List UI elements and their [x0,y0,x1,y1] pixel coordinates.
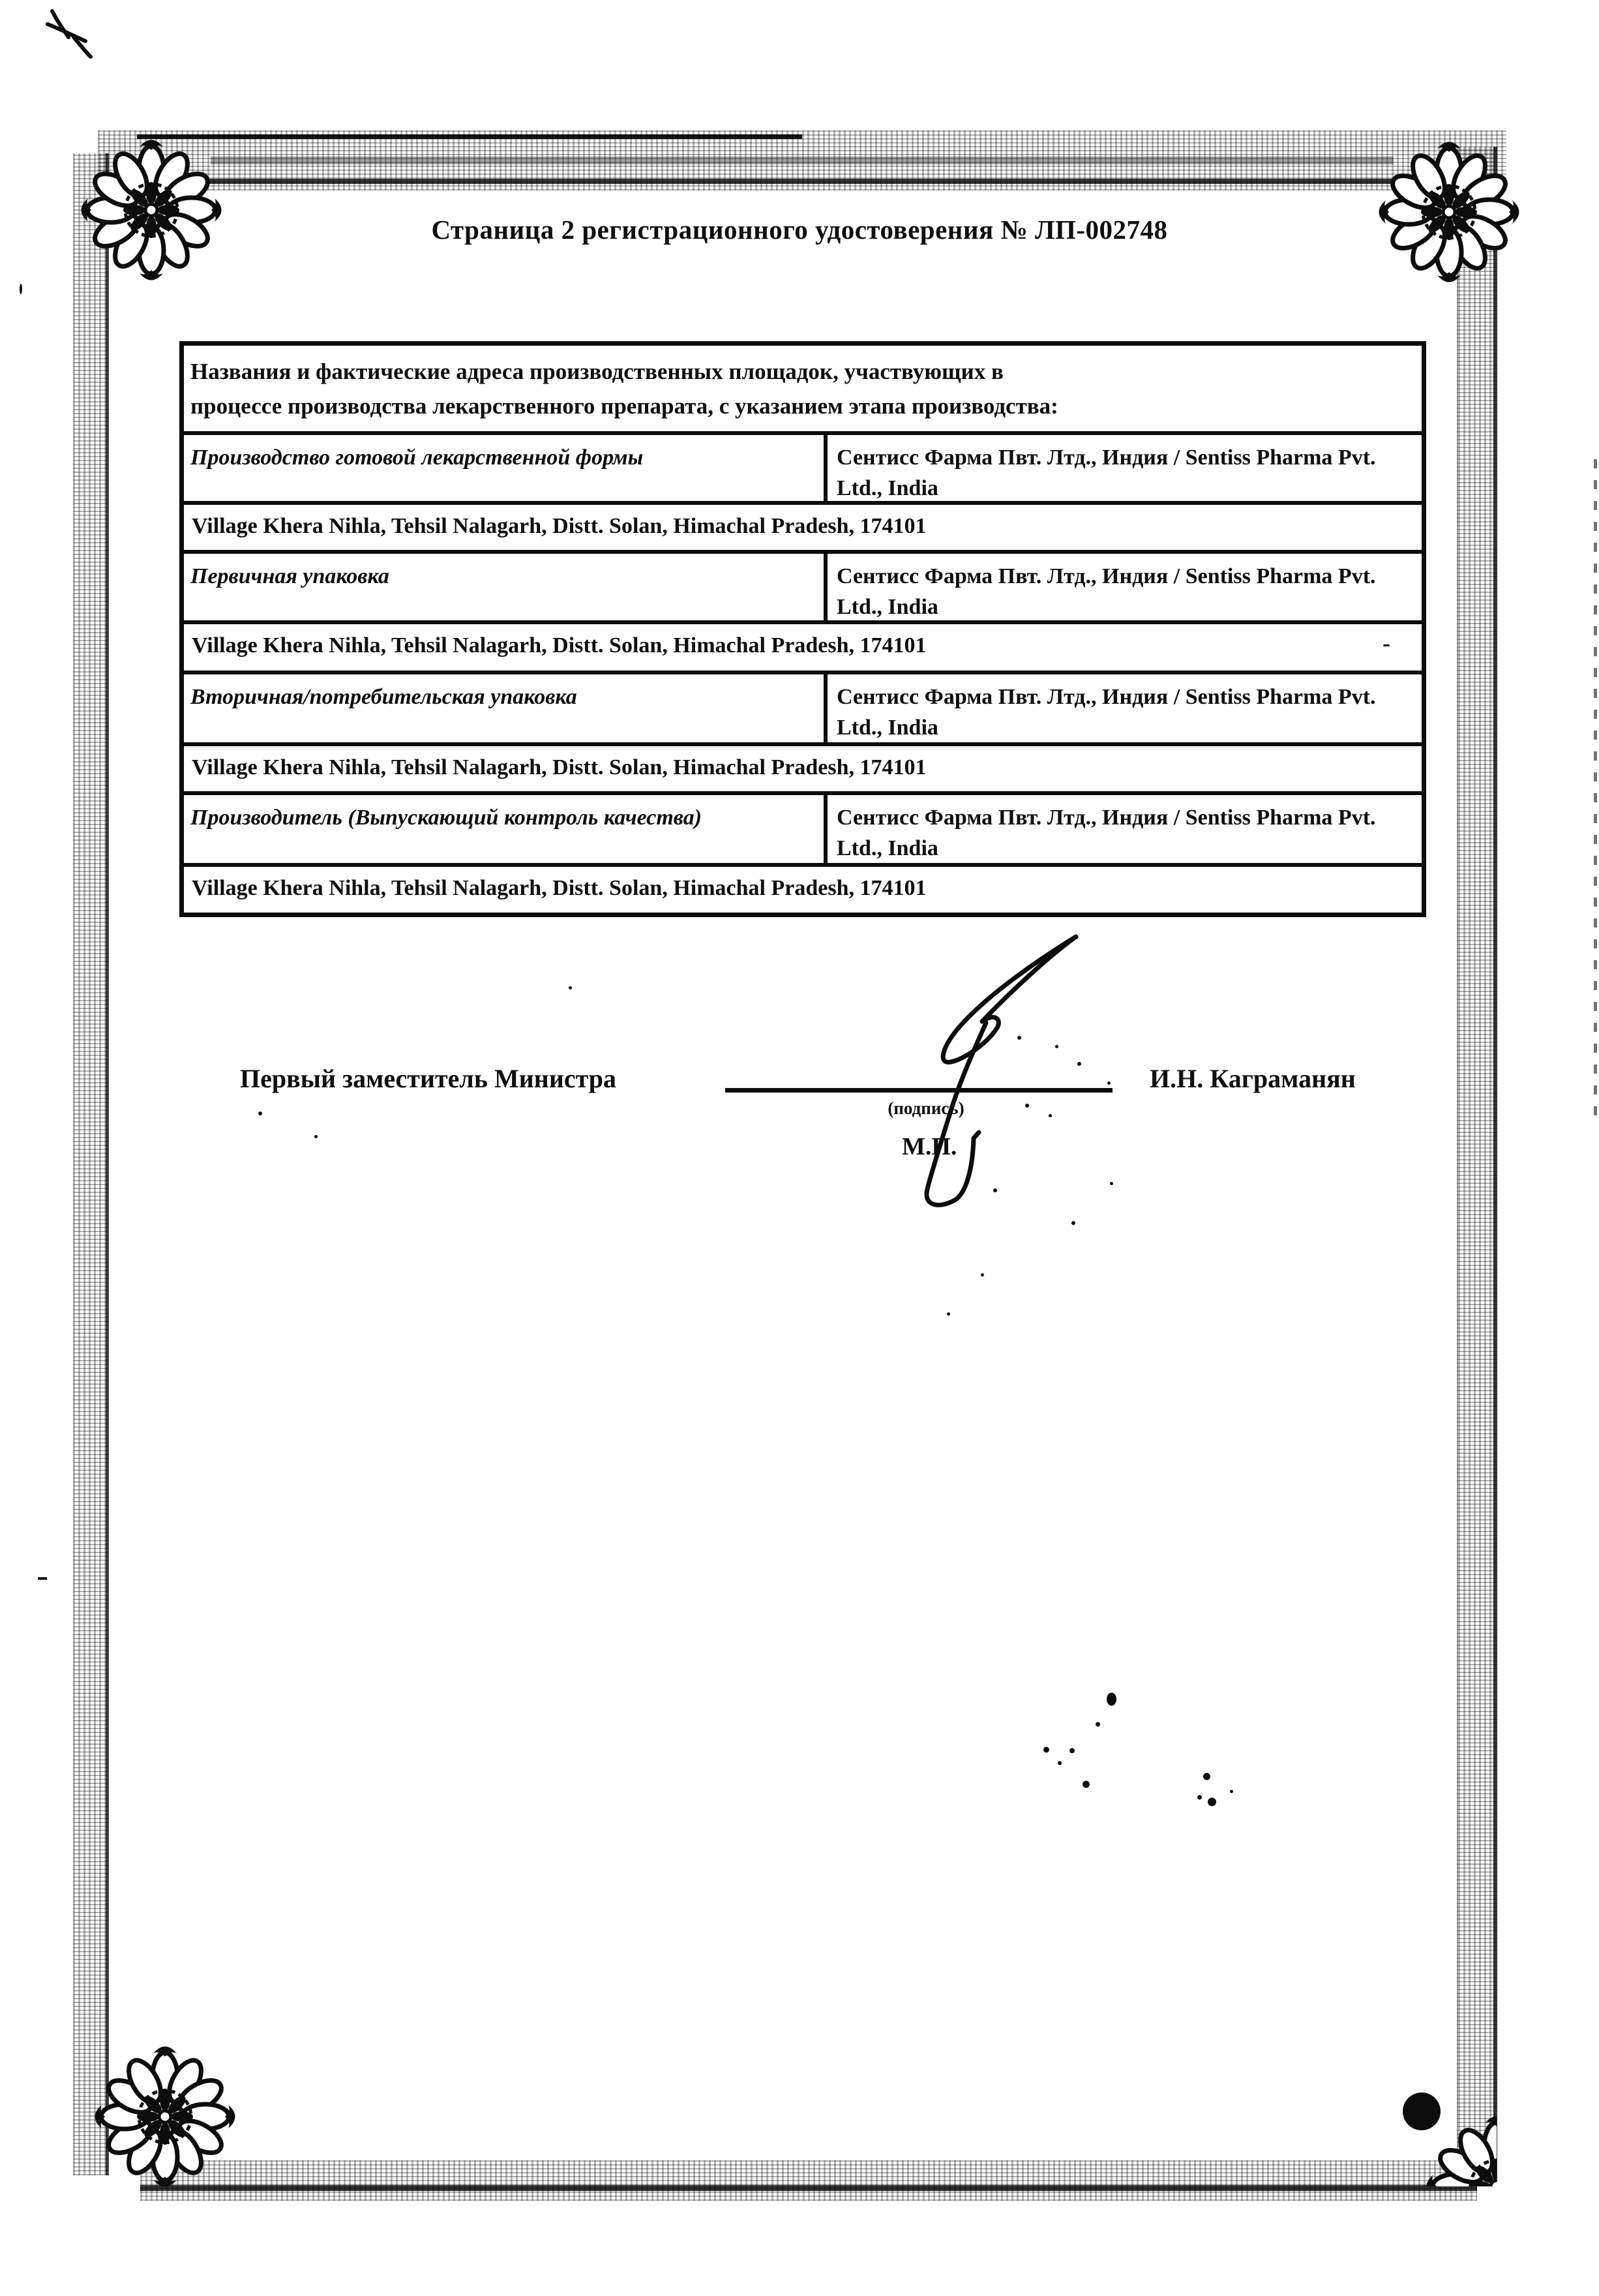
seal-dot [1403,2092,1441,2130]
company-cell [828,674,1422,742]
table-row-address: Village Khera Nihla, Tehsil Nalagarh, Distt. Solan, Himachal Pradesh, 174101 [184,501,1422,550]
table-header-row [184,346,1422,431]
ink-speck [569,986,572,989]
ink-speck [258,1111,262,1115]
stage-cell: Первичная упаковка [184,554,828,620]
table-row-address [184,620,1422,671]
ink-speck [1197,1795,1202,1800]
company-text: Сентисс Фарма Пвт. Лтд., Индия / Sentiss Pharma Pvt. Ltd., India [837,685,1376,740]
rosette-ornament-top-right [1374,137,1524,287]
scan-edge-artifact [1594,457,1597,1115]
signature-line-caption: (подпись) [888,1098,964,1118]
company-text: Сентисс Фарма Пвт. Лтд., Индия / Sentiss Pharma Pvt. Ltd., India [837,806,1376,860]
stamp-place-label: М.П. [902,1133,957,1160]
company-cell [828,435,1422,501]
ink-speck [1025,1104,1029,1108]
rosette-ornament-bottom-right [1347,2036,1497,2186]
ink-speck [1203,1773,1210,1780]
ink-speck [1107,1693,1116,1706]
ink-speck [1055,1045,1058,1048]
rosette-ornament-top-left [76,135,226,285]
address-text: Village Khera Nihla, Tehsil Nalagarh, Distt. Solan, Himachal Pradesh, 174101 [192,633,927,657]
table-row [184,791,1422,863]
frame-line [140,2185,1477,2191]
signer-name: И.Н. Каграманян [1150,1064,1356,1093]
frame-border-top [98,130,1506,190]
ink-speck [1043,1747,1049,1753]
frame-border-bottom [140,2160,1477,2201]
signer-position-label: Первый заместитель Министра [240,1064,617,1093]
rosette-ornament-bottom-left [90,2042,240,2192]
company-text: Сентисс Фарма Пвт. Лтд., Индия / Sentiss Pharma Pvt. Ltd., India [837,446,1376,500]
table-header-text: Названия и фактические адреса производственных площадок, участвующих в процессе производства лекарственного препарата, с указанием этапа производства: [190,359,1058,419]
ink-speck [1017,1036,1021,1040]
ink-speck [1069,1748,1075,1753]
ink-speck [947,1312,950,1316]
table-row [184,550,1422,620]
company-cell [828,795,1422,863]
ink-speck [1083,1781,1090,1788]
table-row-address: Village Khera Nihla, Tehsil Nalagarh, Distt. Solan, Himachal Pradesh, 174101 [184,742,1422,791]
ink-speck [1208,1798,1216,1806]
stage-cell: Производство готовой лекарственной формы [184,435,828,501]
table-row-address: Village Khera Nihla, Tehsil Nalagarh, Distt. Solan, Himachal Pradesh, 174101 [184,863,1422,913]
handwritten-signature [900,925,1096,1225]
frame-border-right [1457,147,1497,2182]
stray-dash-mark: - [1382,630,1390,656]
ink-dash [38,1577,47,1580]
frame-line [211,157,1394,164]
ink-speck [1049,1114,1052,1117]
frame-line [98,179,1506,184]
company-text: Сентисс Фарма Пвт. Лтд., Индия / Sentiss Pharma Pvt. Ltd., India [837,564,1376,619]
ink-speck [1077,1062,1081,1066]
table-row [184,431,1422,501]
ink-speck [1058,1761,1062,1765]
ink-speck [314,1135,318,1138]
company-cell [828,554,1422,620]
production-sites-table [179,341,1426,917]
ink-speck [1110,1182,1113,1185]
ink-speck [993,1188,997,1192]
stage-cell: Производитель (Выпускающий контроль качества) [184,795,828,863]
ink-speck [1071,1221,1075,1225]
ink-speck [1107,1081,1111,1085]
ink-speck [1096,1722,1100,1727]
frame-border-left [73,153,109,2175]
handwritten-mark [36,3,127,62]
ink-speck [981,1273,984,1276]
stage-cell: Вторичная/потребительская упаковка [184,674,828,742]
frame-line [137,134,802,139]
page-title: Страница 2 регистрационного удостоверения № ЛП-002748 [431,215,1168,245]
ink-speck [20,284,22,294]
table-row [184,671,1422,742]
ink-speck [1230,1790,1233,1793]
